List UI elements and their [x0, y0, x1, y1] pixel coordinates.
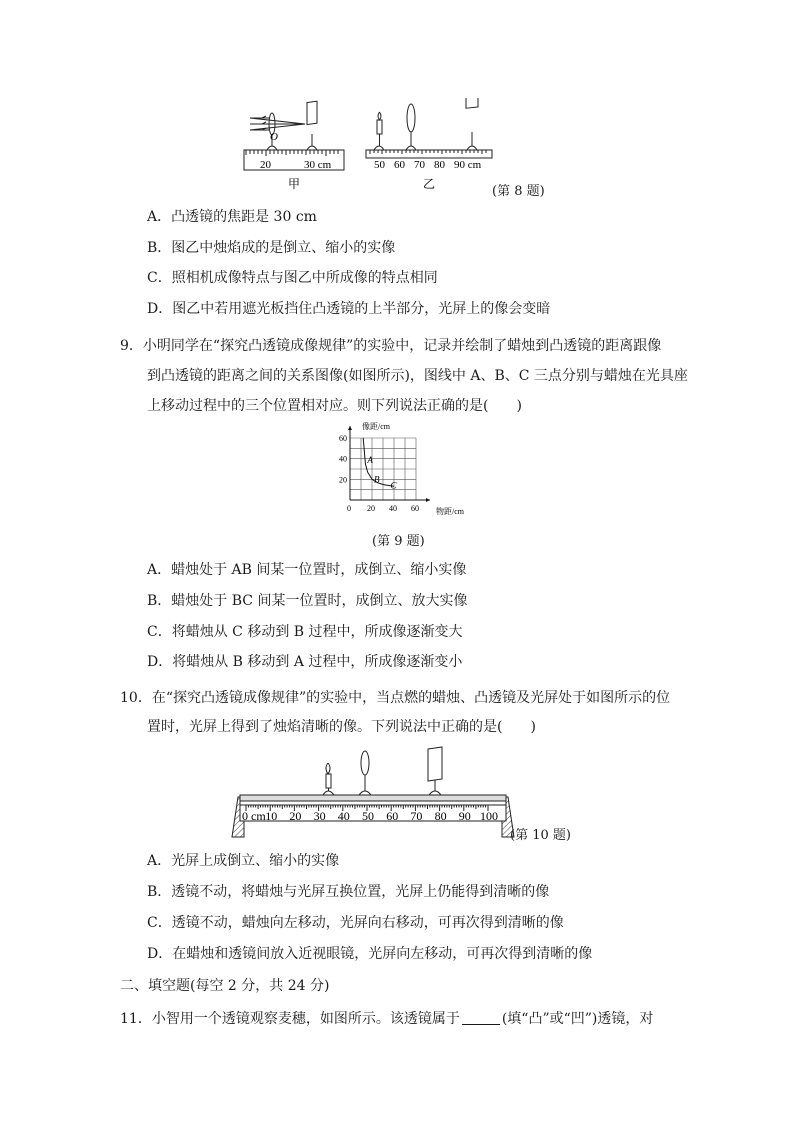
q9-option-d: D．将蜡烛从 B 移动到 A 过程中，所成像逐渐变小 [147, 654, 463, 670]
x-tick-label: 60 [411, 504, 419, 513]
bench-label: 60 [386, 809, 399, 823]
q8-option-c: C．照相机成像特点与图乙中所成像的特点相同 [147, 270, 438, 286]
fig8-yi-tick-60: 60 [394, 159, 405, 171]
fig10-screen [428, 747, 442, 795]
q11-text-after: (填“凸”或“凹”)透镜，对 [501, 1011, 654, 1027]
point-label-B: B [374, 474, 380, 485]
bench-label: 70 [410, 809, 423, 823]
y-axis-arrow [348, 426, 352, 430]
fig10-lens [359, 751, 371, 795]
q10-option-d: D．在蜡烛和透镜间放入近视眼镜，光屏向左移动，可再次得到清晰的像 [147, 946, 593, 962]
bench-label: 100 [480, 809, 498, 823]
y-tick-label: 40 [339, 454, 347, 464]
q10-option-a: A．光屏上成倒立、缩小的实像 [147, 853, 340, 869]
bench-label: 30 [313, 809, 326, 823]
point-label-A: A [367, 454, 373, 465]
fig9-caption: (第 9 题) [372, 534, 425, 549]
q9-chart-ylabel: 像距/cm [362, 422, 390, 431]
x-tick-label: 20 [367, 504, 375, 513]
x-tick-label: 40 [389, 504, 397, 513]
q9-option-c: C．将蜡烛从 C 移动到 B 过程中，所成像逐渐变大 [147, 624, 463, 640]
bench-label: 20 [289, 809, 302, 823]
y-tick-label: 60 [339, 434, 347, 443]
fig10-candle [323, 763, 334, 795]
q11-text-before: 11．小智用一个透镜观察麦穗，如图所示。该透镜属于 [120, 1011, 460, 1027]
q9-chart-xlabel: 物距/cm [436, 507, 464, 516]
fig8-yi-tick-90: 90 cm [454, 159, 482, 171]
q9-chart-points [366, 455, 397, 491]
q9-stem-line-2: 到凸透镜的距离之间的关系图像(如图所示)，图线中 A、B、C 三点分别与蜡烛在光具座 [147, 368, 688, 384]
q9-chart-axes [348, 426, 430, 502]
bench-label: 0 cm [242, 809, 266, 823]
figure-10 [230, 745, 520, 840]
fig10-caption: (第 10 题) [510, 828, 571, 843]
figure-10-drawing [230, 745, 520, 840]
fig8-yi-tick-80: 80 [434, 159, 445, 171]
q9-stem-line-3: 上移动过程中的三个位置相对应。则下列说法正确的是( ) [147, 398, 522, 414]
bench-label: 80 [434, 809, 447, 823]
fig8-yi-tick-50: 50 [374, 159, 385, 171]
fig8-caption: (第 8 题) [492, 184, 545, 199]
fig8-yi-setup [366, 98, 492, 158]
q11-stem [120, 1009, 653, 1029]
fig8-yi-label: 乙 [423, 177, 436, 191]
section-2-title: 二、填空题(每空 2 分，共 24 分) [120, 978, 330, 994]
x-axis-arrow [426, 498, 430, 502]
figure-9 [330, 418, 470, 522]
q9-chart-grid [350, 438, 416, 500]
x-tick-label: 0 [347, 504, 351, 513]
y-tick-label: 20 [339, 475, 347, 485]
q10-stem-line-1: 10．在“探究凸透镜成像规律”的实验中，当点燃的蜡烛、凸透镜及光屏处于如图所示的位 [120, 690, 671, 706]
bench-label: 50 [362, 809, 374, 823]
bench-label: 40 [337, 809, 350, 823]
fig8-jia-setup [250, 101, 317, 150]
fig8-focus-label: O [270, 131, 278, 143]
fig8-jia-tick-20: 20 [260, 159, 271, 171]
fig8-jia-label: 甲 [288, 177, 301, 191]
q9-chart [330, 418, 470, 522]
point-label-C: C [390, 480, 397, 491]
q9-option-a: A．蜡烛处于 AB 间某一位置时，成倒立、缩小实像 [147, 562, 467, 578]
q8-option-d: D．图乙中若用遮光板挡住凸透镜的上半部分，光屏上的像会变暗 [147, 301, 551, 317]
q8-option-a: A．凸透镜的焦距是 30 cm [147, 209, 317, 225]
q10-option-c: C．透镜不动，蜡烛向左移动，光屏向右移动，可再次得到清晰的像 [147, 915, 564, 931]
q10-stem-line-2: 置时，光屏上得到了烛焰清晰的像。下列说法中正确的是( ) [147, 719, 536, 735]
bench-label: 90 [458, 809, 471, 823]
fig8-jia-tick-30: 30 cm [304, 159, 332, 171]
q11-answer-blank[interactable] [462, 1010, 500, 1025]
q8-option-b: B．图乙中烛焰成的是倒立、缩小的实像 [147, 240, 396, 256]
q9-option-b: B．蜡烛处于 BC 间某一位置时，成倒立、放大实像 [147, 593, 468, 609]
bench-label: 10 [265, 809, 278, 823]
q9-stem-line-1: 9．小明同学在“探究凸透镜成像规律”的实验中，记录并绘制了蜡烛到凸透镜的距离跟像 [120, 338, 662, 354]
fig8-yi-tick-70: 70 [414, 159, 425, 171]
q10-option-b: B．透镜不动，将蜡烛与光屏互换位置，光屏上仍能得到清晰的像 [147, 884, 550, 900]
